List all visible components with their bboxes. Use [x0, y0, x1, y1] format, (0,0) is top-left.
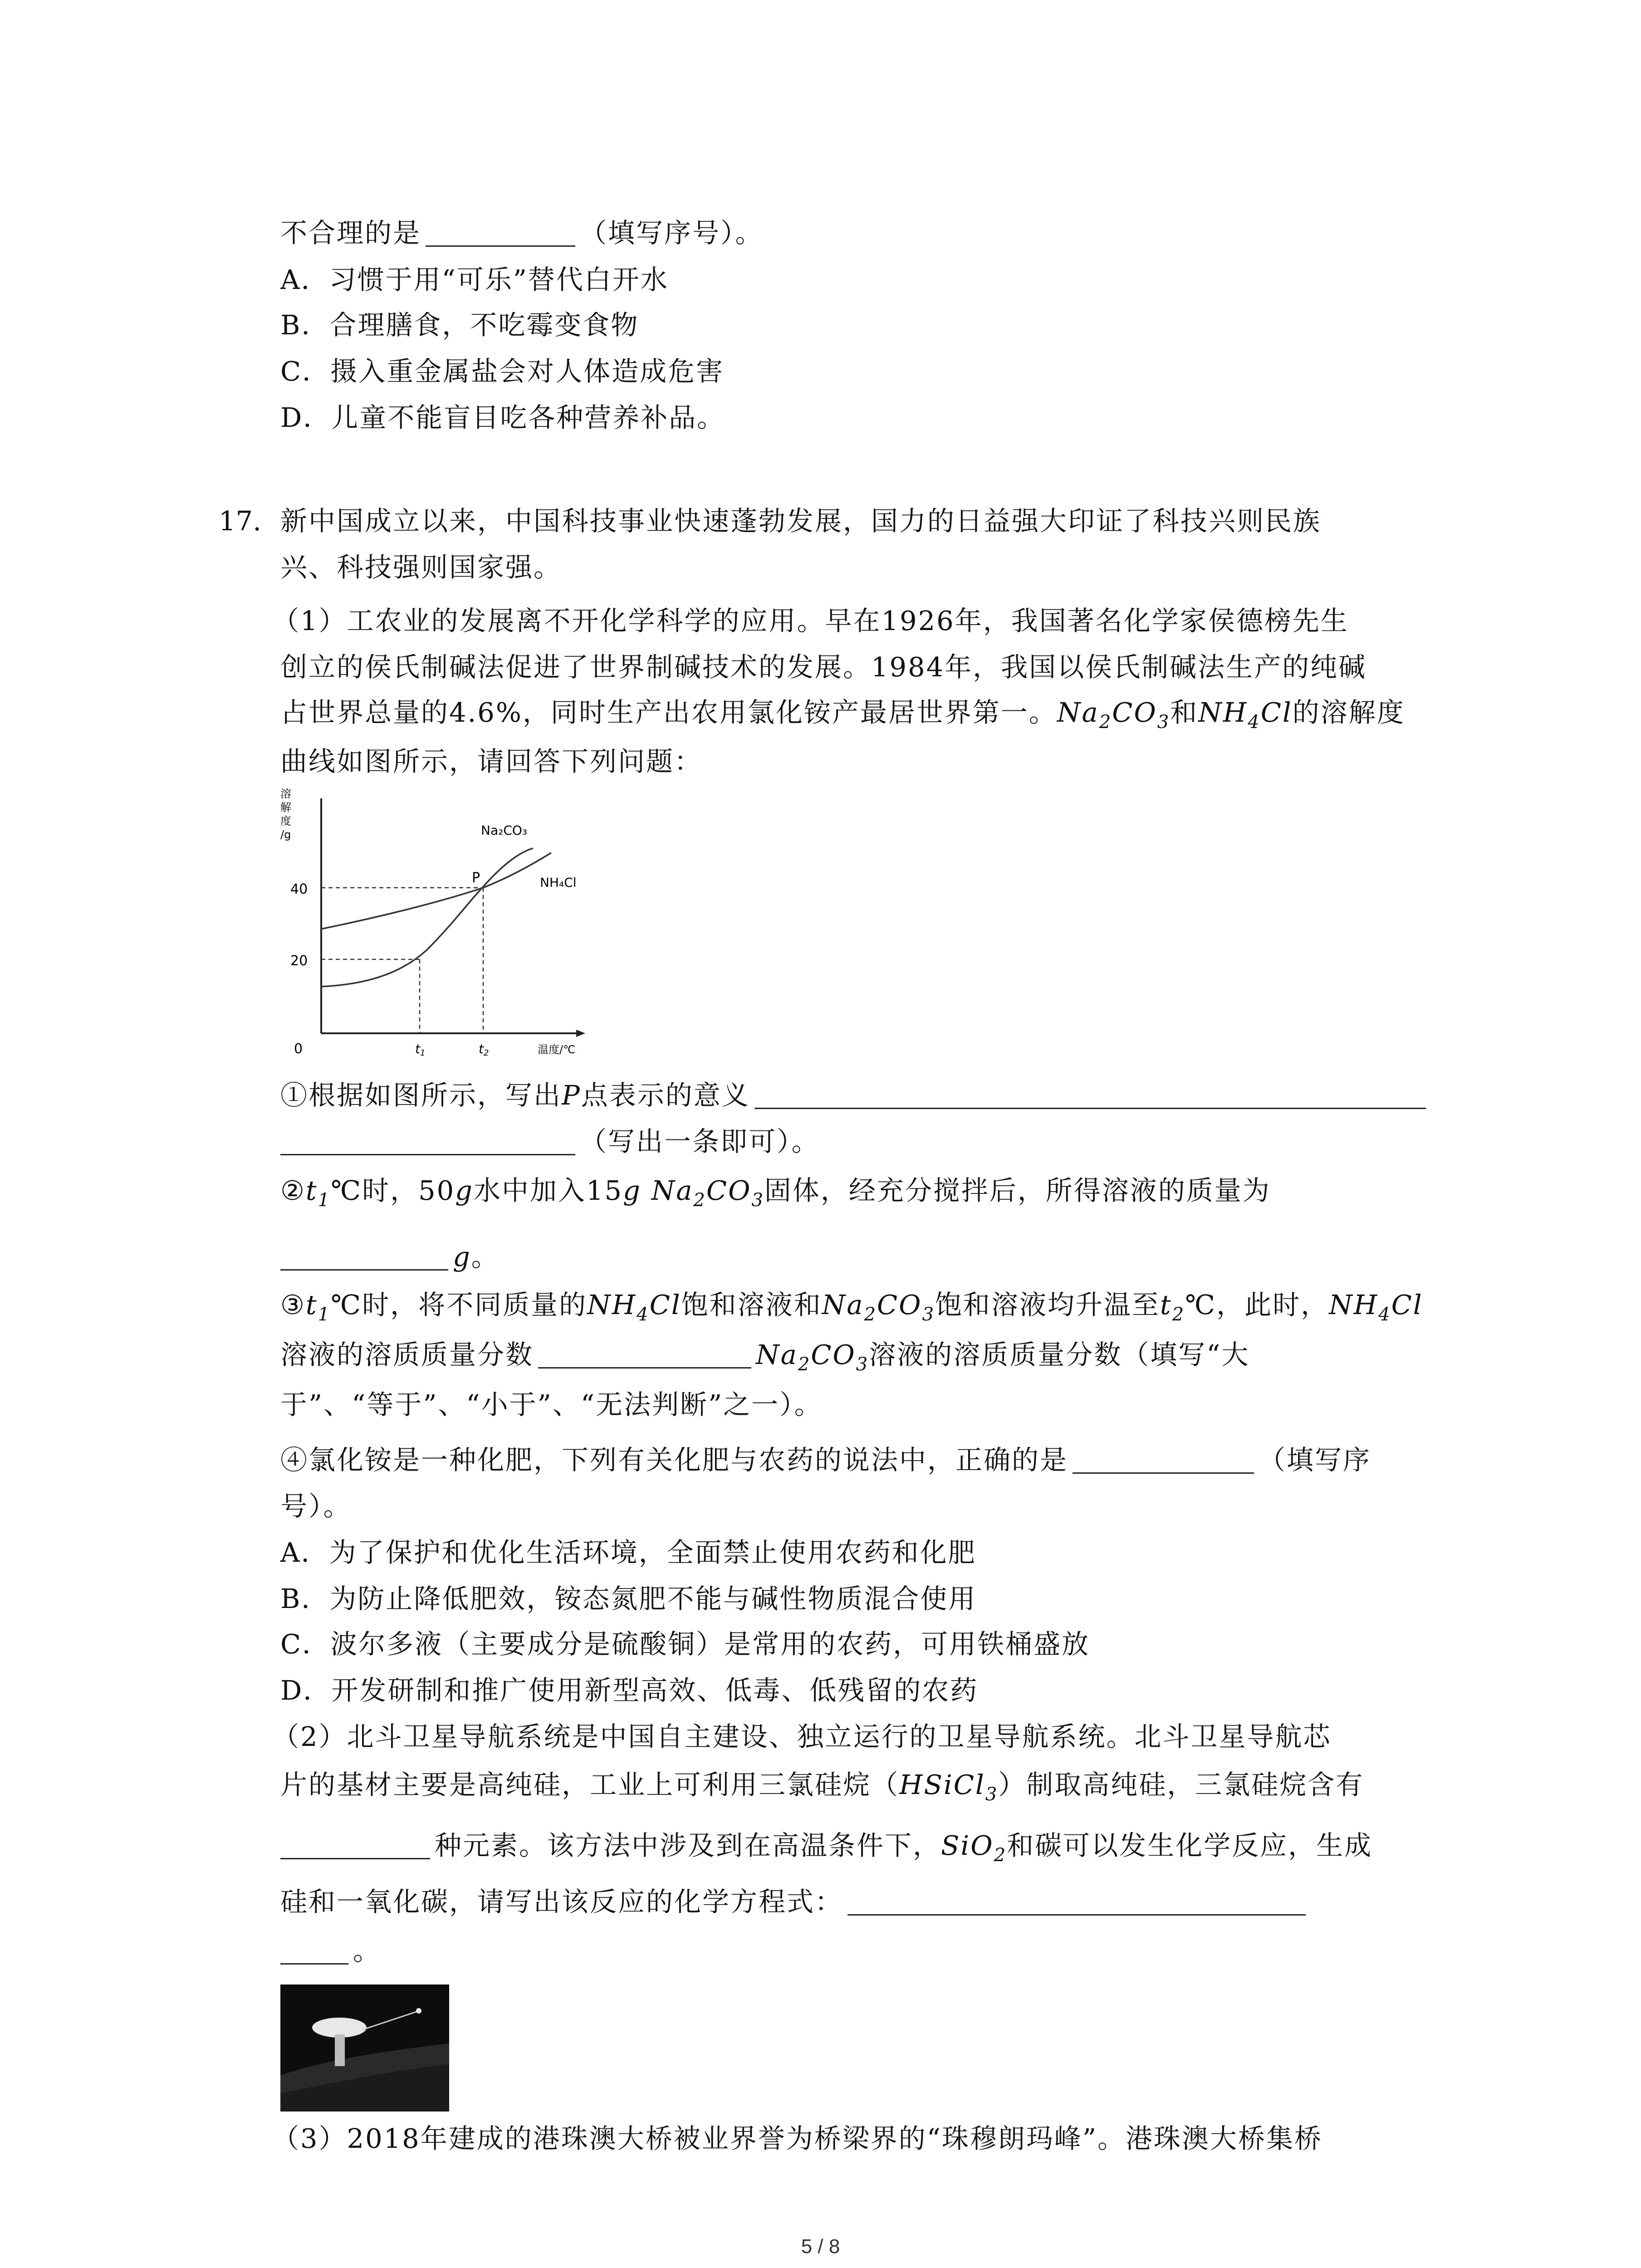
q17-p1-line4: 曲线如图所示，请回答下列问题：	[280, 746, 703, 777]
x-tick-origin: 0	[294, 1041, 303, 1057]
q17-s3-line3: 于”、“等于”、“小于”、“无法判断”之一）。	[280, 1389, 823, 1420]
answer-blank[interactable]	[280, 1242, 448, 1271]
x-axis-label: 温度/℃	[538, 1043, 576, 1056]
q17-s4-option-b: B．为防止降低肥效，铵态氮肥不能与碱性物质混合使用	[280, 1583, 977, 1614]
x-tick-t2: t2	[479, 1041, 489, 1057]
q16-option-b: B．合理膳食，不吃霉变食物	[280, 309, 639, 341]
y-tick-40: 40	[290, 881, 308, 897]
satellite-photo	[280, 1984, 449, 2112]
q17-p2-line1: （2）北斗卫星导航系统是中国自主建设、独立运行的卫星导航系统。北斗卫星导航芯	[272, 1721, 1332, 1752]
curve-na2co3-label: Na₂CO₃	[481, 823, 528, 838]
solubility-chart	[272, 785, 617, 1057]
q17-p1-line2: 创立的侯氏制碱法促进了世界制碱技术的发展。1984年，我国以侯氏制碱法生产的纯碱	[280, 651, 1367, 683]
answer-blank[interactable]	[280, 1936, 348, 1965]
point-p-label: P	[472, 870, 480, 886]
q17-p3-line1: （3）2018年建成的港珠澳大桥被业界誉为桥梁界的“珠穆朗玛峰”。港珠澳大桥集桥	[272, 2123, 1323, 2154]
page-number: 5 / 8	[801, 2235, 840, 2258]
q16-option-a: A．习惯于用“可乐”替代白开水	[280, 264, 669, 295]
curve-nh4cl-label: NH₄Cl	[540, 875, 577, 890]
y-axis-label-4: /g	[280, 828, 291, 841]
q16-tail: 不合理的是 （填写序号）。	[280, 217, 764, 249]
q17-p1-line3: 占世界总量的4.6%，同时生产出农用氯化铵产最居世界第一。$Na_2CO_3$和$NH_4Cl$的溶解度	[280, 697, 1405, 733]
y-tick-20: 20	[290, 953, 308, 969]
curve-na2co3	[321, 848, 533, 987]
q17-s2-line2: g。	[280, 1239, 500, 1275]
q17-s4-option-c: C．波尔多液（主要成分是硫酸铜）是常用的农药，可用铁桶盛放	[280, 1628, 1090, 1660]
q17-s2-line1: $②t_1℃$时，50g水中加入15g $Na_2CO_3$固体，经充分搅拌后，所得溶液的质量为	[280, 1175, 1271, 1211]
x-axis-arrow	[576, 1030, 585, 1037]
q17-s1-line2: （写出一条即可）。	[280, 1124, 820, 1159]
answer-blank[interactable]	[538, 1340, 751, 1369]
x-tick-t1: t1	[415, 1041, 426, 1057]
q17-s3-line1: $③t_1℃$时，将不同质量的$NH_4Cl$饱和溶液和$Na_2CO_3$饱和溶液均升温至$t_2℃$，此时，$NH_4Cl$	[280, 1289, 1423, 1325]
q17-p2-line5: 。	[280, 1933, 381, 1969]
y-axis-label-1: 溶	[280, 787, 291, 800]
answer-blank[interactable]	[754, 1080, 1426, 1109]
q17-p2-line4: 硅和一氧化碳，请写出该反应的化学方程式：	[280, 1884, 1310, 1920]
q17-s4-line1: ④氯化铵是一种化肥，下列有关化肥与农药的说法中，正确的是 （填写序	[280, 1444, 1372, 1476]
answer-blank[interactable]	[847, 1887, 1306, 1916]
q17-s1-line1: ①根据如图所示，写出P点表示的意义	[280, 1078, 1430, 1113]
q17-p1-line1: （1）工农业的发展离不开化学科学的应用。早在1926年，我国著名化学家侯德榜先生	[272, 605, 1349, 636]
y-axis-label-2: 解	[280, 801, 291, 814]
q17-p2-line2: 片的基材主要是高纯硅，工业上可利用三氯硅烷（HSiCl$_3$）制取高纯硅，三氯硅烷含有	[280, 1769, 1364, 1805]
q17-s4-option-a: A．为了保护和优化生活环境，全面禁止使用农药和化肥	[280, 1537, 976, 1568]
q16-option-c: C．摄入重金属盐会对人体造成危害	[280, 356, 725, 387]
q17-s4-option-d: D．开发研制和推广使用新型高效、低毒、低残留的农药	[280, 1675, 979, 1706]
q17-intro-1: 新中国成立以来，中国科技事业快速蓬勃发展，国力的日益强大印证了科技兴则民族	[280, 505, 1322, 537]
curve-nh4cl	[321, 853, 551, 929]
q17-s4-line2: 号）。	[280, 1491, 352, 1522]
answer-blank[interactable]	[280, 1831, 430, 1859]
question-number: 17.	[219, 505, 261, 537]
y-axis-label-3: 度	[280, 815, 291, 827]
answer-blank[interactable]	[280, 1127, 575, 1155]
q16-option-d: D．儿童不能盲目吃各种营养补品。	[280, 402, 725, 433]
q17-p2-line3: 种元素。该方法中涉及到在高温条件下，SiO$_2$和碳可以发生化学反应，生成	[280, 1828, 1372, 1863]
answer-blank[interactable]	[1073, 1445, 1254, 1474]
q17-intro-2: 兴、科技强则国家强。	[280, 552, 562, 583]
answer-blank[interactable]	[426, 218, 575, 247]
q17-s3-line2: 溶液的溶质质量分数 $Na_2CO_3$溶液的溶质质量分数（填写“大	[280, 1339, 1250, 1375]
